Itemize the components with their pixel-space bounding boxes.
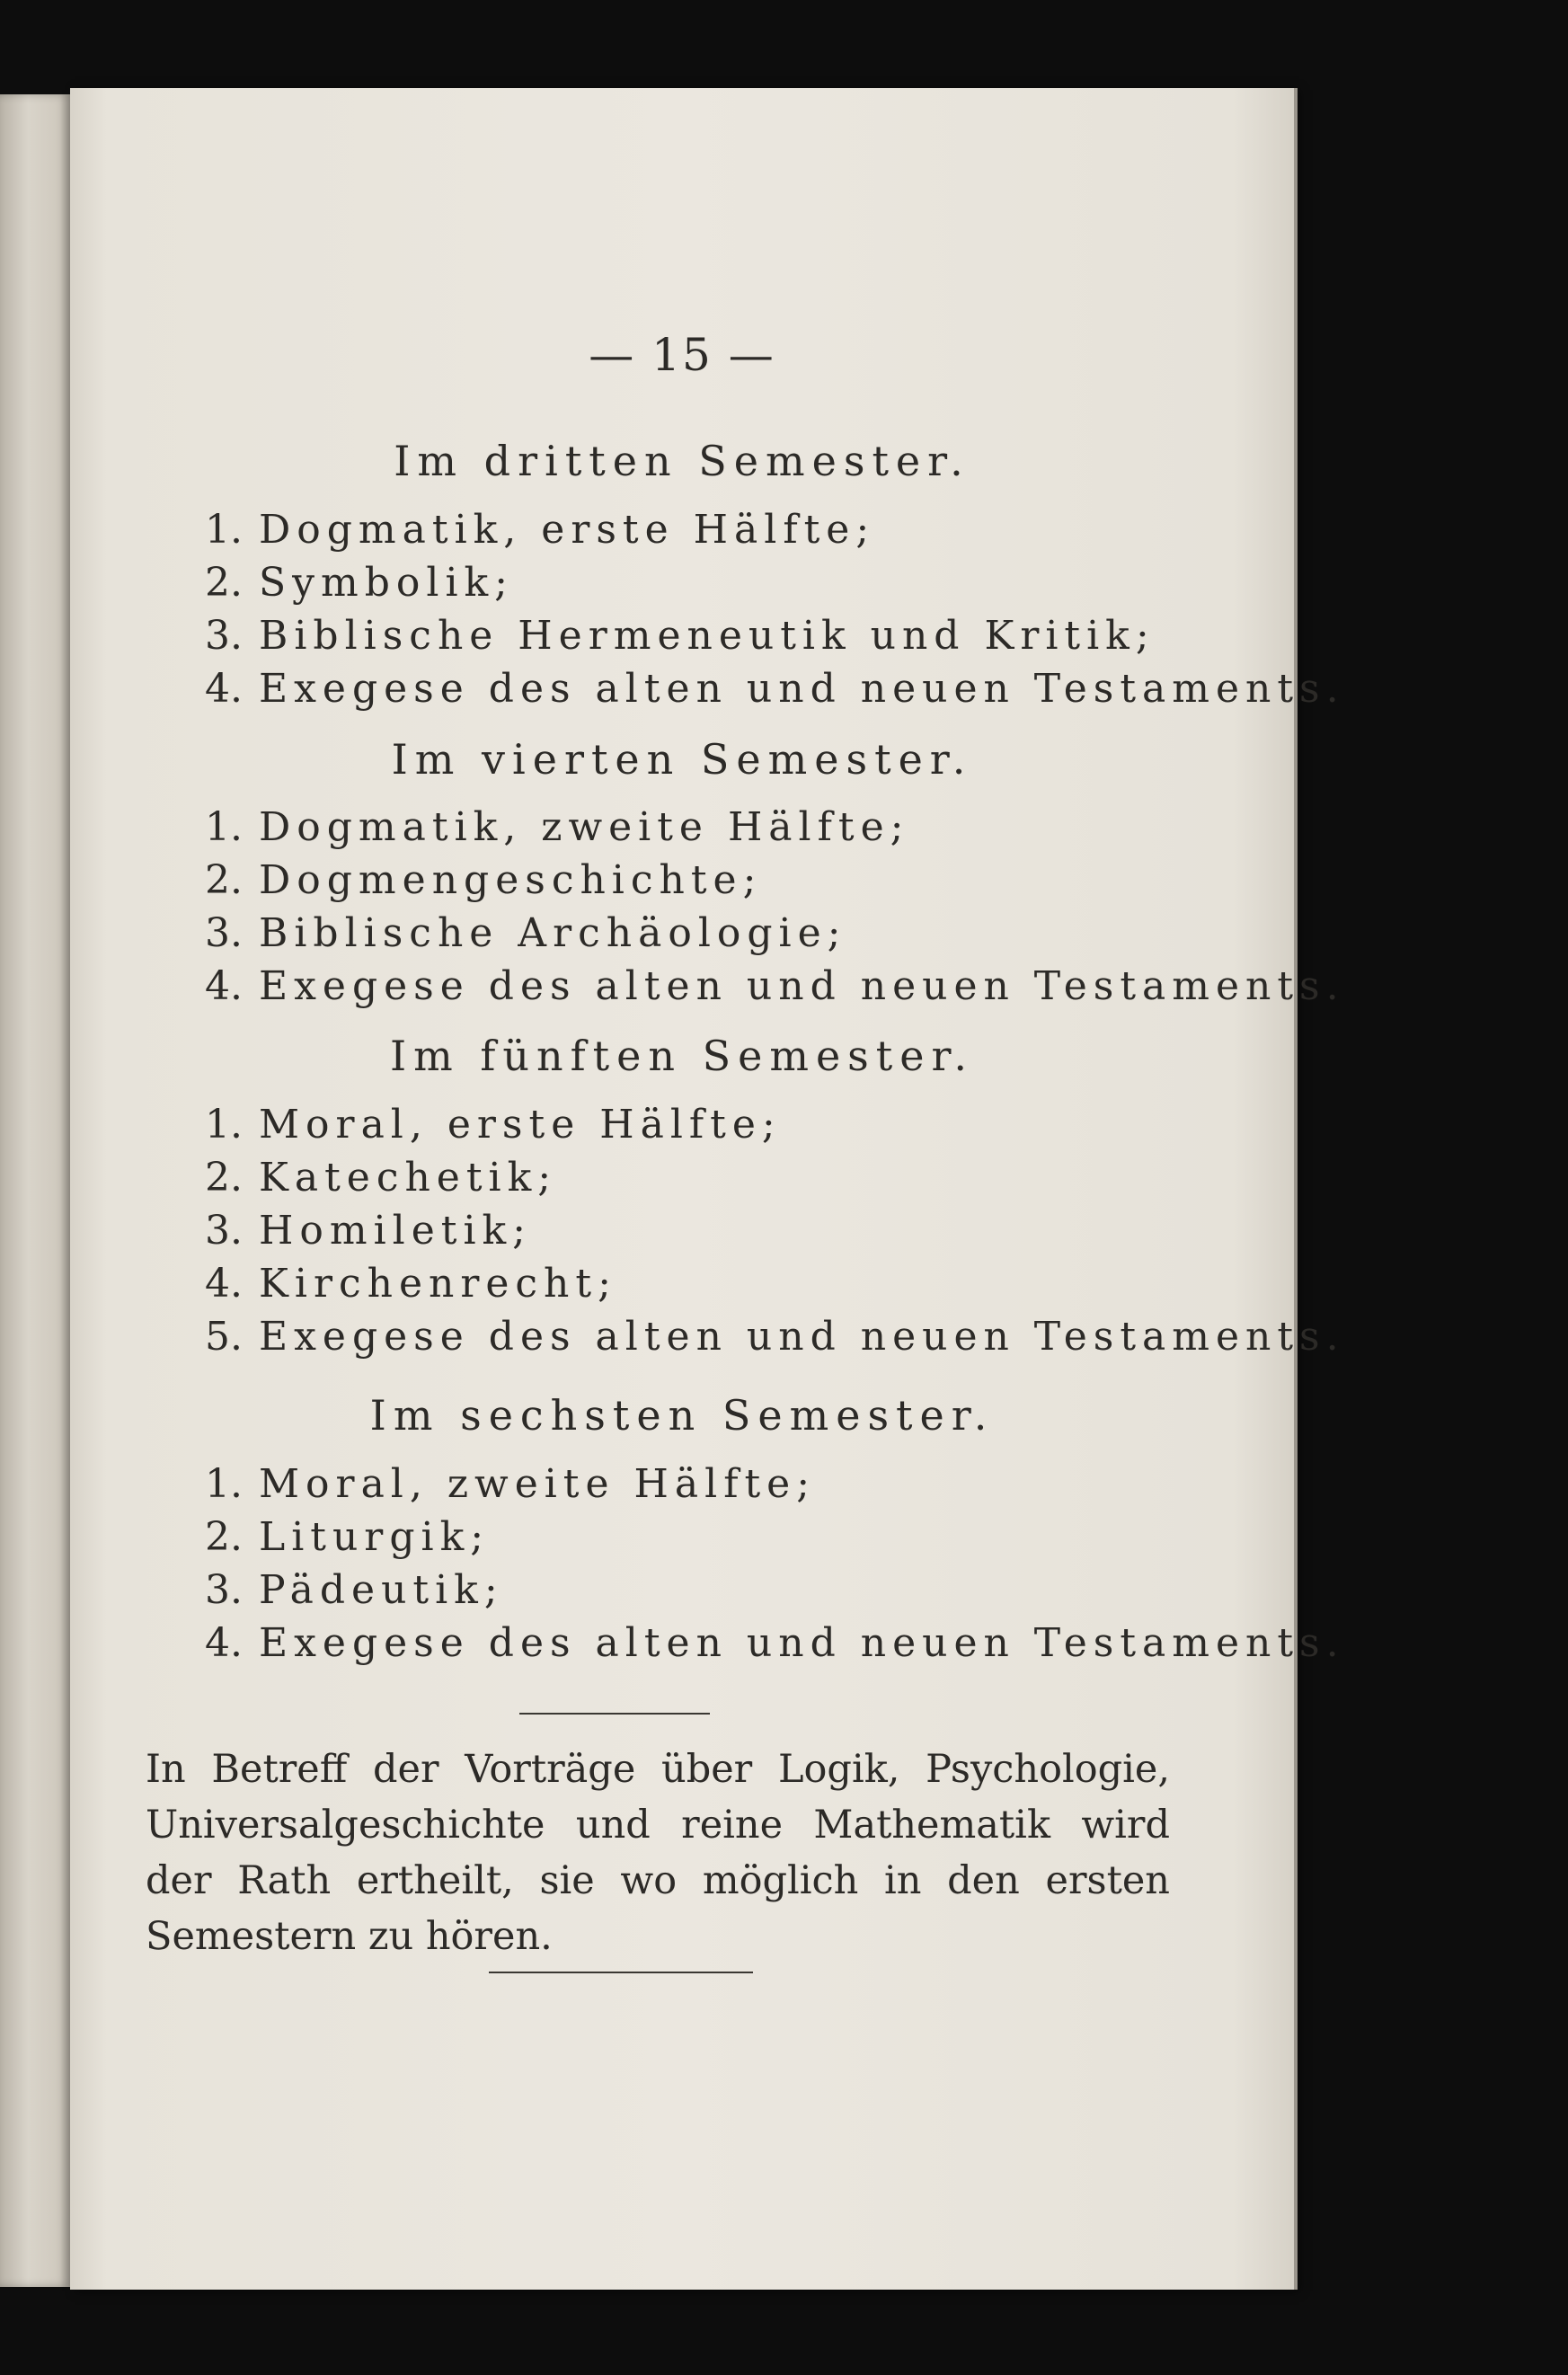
item-text: Exegese des alten und neuen Testaments.	[259, 963, 1345, 1009]
section-heading-sixth-semester: Im sechsten Semester.	[369, 1391, 995, 1440]
list-item	[205, 1314, 1345, 1360]
item-text: Biblische Hermeneutik und Kritik;	[259, 613, 1156, 659]
item-number: 3.	[205, 613, 243, 659]
item-text: Moral, erste Hälfte;	[259, 1102, 782, 1148]
item-text: Exegese des alten und neuen Testaments.	[259, 1620, 1345, 1666]
item-number: 2.	[205, 857, 243, 903]
item-text: Dogmengeschichte;	[259, 857, 763, 903]
list-item	[205, 1620, 1345, 1666]
item-number: 4.	[205, 963, 243, 1009]
list-item	[205, 1155, 557, 1201]
list-item	[205, 1567, 504, 1613]
list-item	[205, 1514, 490, 1560]
item-text: Exegese des alten und neuen Testaments.	[259, 1314, 1345, 1360]
item-number: 1.	[205, 1102, 243, 1148]
item-number: 3.	[205, 1567, 243, 1613]
item-text: Kirchenrecht;	[259, 1261, 617, 1307]
item-number: 4.	[205, 666, 243, 712]
page-number: — 15 —	[589, 329, 775, 381]
list-item	[205, 560, 514, 606]
item-number: 3.	[205, 1208, 243, 1254]
list-item	[205, 857, 762, 903]
previous-page-edge	[0, 94, 70, 2287]
item-number: 4.	[205, 1261, 243, 1307]
section-heading-fifth-semester: Im fünften Semester.	[389, 1032, 975, 1080]
item-number: 2.	[205, 1514, 243, 1560]
item-number: 1.	[205, 804, 243, 850]
item-number: 2.	[205, 560, 243, 606]
item-text: Dogmatik, zweite Hälfte;	[259, 804, 910, 850]
list-item	[205, 666, 1345, 712]
section-heading-fourth-semester: Im vierten Semester.	[391, 735, 973, 784]
item-text: Exegese des alten und neuen Testaments.	[259, 666, 1345, 712]
list-item	[205, 1208, 532, 1254]
item-number: 1.	[205, 507, 243, 553]
item-number: 4.	[205, 1620, 243, 1666]
list-item	[205, 804, 909, 850]
note-paragraph: In Betreff der Vorträge über Logik, Psychologie, Universalgeschichte und reine Mathematik wird der Rath ertheilt, sie wo möglich in den ersten Semestern zu hören.	[146, 1747, 1170, 1959]
item-text: Homiletik;	[259, 1208, 533, 1254]
list-item	[205, 1102, 782, 1148]
item-number: 2.	[205, 1155, 243, 1201]
item-text: Biblische Archäologie;	[259, 910, 847, 956]
item-text: Symbolik;	[259, 560, 515, 606]
item-text: Dogmatik, erste Hälfte;	[259, 507, 876, 553]
end-rule	[489, 1972, 753, 1973]
list-item	[205, 1461, 816, 1507]
item-text: Liturgik;	[259, 1514, 491, 1560]
item-text: Pädeutik;	[259, 1567, 504, 1613]
item-number: 3.	[205, 910, 243, 956]
list-item	[205, 1261, 617, 1307]
item-number: 1.	[205, 1461, 243, 1507]
list-item	[205, 910, 846, 956]
list-item	[205, 613, 1156, 659]
list-item	[205, 963, 1345, 1009]
divider-rule	[519, 1713, 710, 1715]
item-text: Moral, zweite Hälfte;	[259, 1461, 817, 1507]
item-number: 5.	[205, 1314, 243, 1360]
item-text: Katechetik;	[259, 1155, 558, 1201]
book-page	[70, 88, 1345, 2290]
list-item	[205, 507, 875, 553]
section-heading-third-semester: Im dritten Semester.	[394, 437, 970, 485]
